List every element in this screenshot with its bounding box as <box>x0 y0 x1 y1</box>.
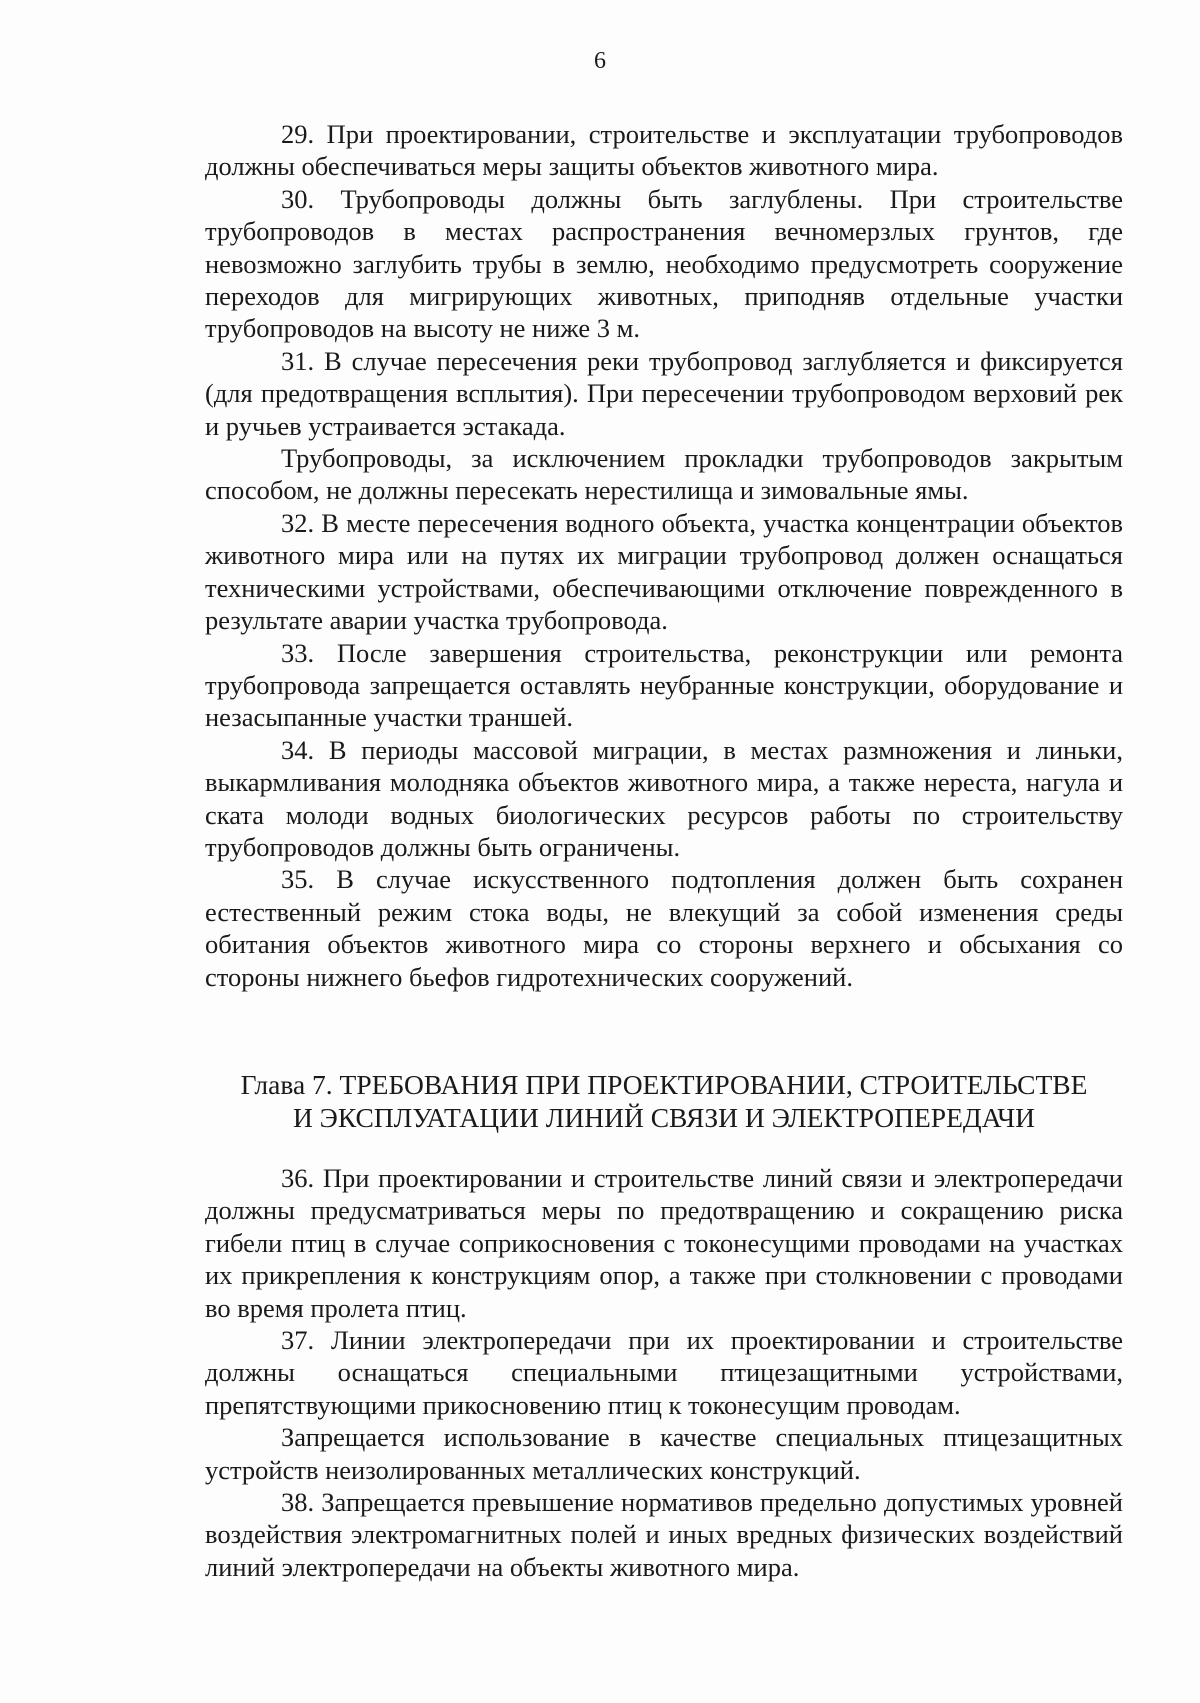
paragraph-37-continuation: Запрещается использование в качестве специальных птицезащитных устройств неизолированных металлических конструкций. <box>205 1422 1123 1485</box>
power-lines-section <box>205 1162 1123 1583</box>
paragraph-35: 35. В случае искусственного подтопления должен быть сохранен естественный режим стока воды, не влекущий за собой изменения среды обитания объектов животного мира со стороны верхнего и обсыхания со стороны нижнего бьефов гидротехнических сооружений. <box>205 864 1123 992</box>
paragraph-29: 29. При проектировании, строительстве и эксплуатации трубопроводов должны обеспечиваться меры защиты объектов животного мира. <box>205 119 1123 182</box>
pipeline-section <box>205 118 1123 993</box>
page-number: 6 <box>594 48 606 74</box>
paragraph-31-continuation: Трубопроводы, за исключением прокладки трубопроводов закрытым способом, не должны пересекать нерестилища и зимовальные ямы. <box>205 443 1123 506</box>
chapter-7-heading <box>205 1068 1123 1134</box>
paragraph-36: 36. При проектировании и строительстве линий связи и электропередачи должны предусматриваться меры по предотвращению и сокращению риска гибели птиц в случае соприкосновения с токонесущими проводами на участках их прикрепления к конструкциям опор, а также при столкновении с проводами во время пролета птиц. <box>205 1163 1123 1323</box>
paragraph-30: 30. Трубопроводы должны быть заглублены. При строительстве трубопроводов в местах распространения вечномерзлых грунтов, где невозможно заглубить трубы в землю, необходимо предусмотреть сооружение переходов для мигрирующих животных, приподняв отдельные участки трубопроводов на высоту не ниже 3 м. <box>205 183 1123 344</box>
paragraph-38: 38. Запрещается превышение нормативов предельно допустимых уровней воздействия электромагнитных полей и иных вредных физических воздействий линий электропередачи на объекты животного мира. <box>205 1487 1123 1582</box>
chapter-heading-line-1: Глава 7. ТРЕБОВАНИЯ ПРИ ПРОЕКТИРОВАНИИ, СТРОИТЕЛЬСТВЕ <box>240 1069 1088 1100</box>
paragraph-31: 31. В случае пересечения реки трубопровод заглубляется и фиксируется (для предотвращения всплытия). При пересечении трубопроводом верховий рек и ручьев устраивается эстакада. <box>205 345 1123 441</box>
chapter-heading-line-2: И ЭКСПЛУАТАЦИИ ЛИНИЙ СВЯЗИ И ЭЛЕКТРОПЕРЕДАЧИ <box>292 1102 1036 1133</box>
paragraph-37: 37. Линии электропередачи при их проектировании и строительстве должны оснащаться специальными птицезащитными устройствами, препятствующими прикосновению птиц к токонесущим проводам. <box>205 1325 1123 1420</box>
paragraph-33: 33. После завершения строительства, реконструкции или ремонта трубопровода запрещается оставлять неубранные конструкции, оборудование и незасыпанные участки траншей. <box>205 637 1123 733</box>
paragraph-34: 34. В периоды массовой миграции, в местах размножения и линьки, выкармливания молодняка объектов животного мира, а также нереста, нагула и ската молоди водных биологических ресурсов работы по строительству трубопроводов должны быть ограничены. <box>205 734 1123 862</box>
paragraph-32: 32. В месте пересечения водного объекта, участка концентрации объектов животного мира или на путях их миграции трубопровод должен оснащаться техническими устройствами, обеспечивающими отключение поврежденного в результате аварии участка трубопровода. <box>205 507 1123 636</box>
